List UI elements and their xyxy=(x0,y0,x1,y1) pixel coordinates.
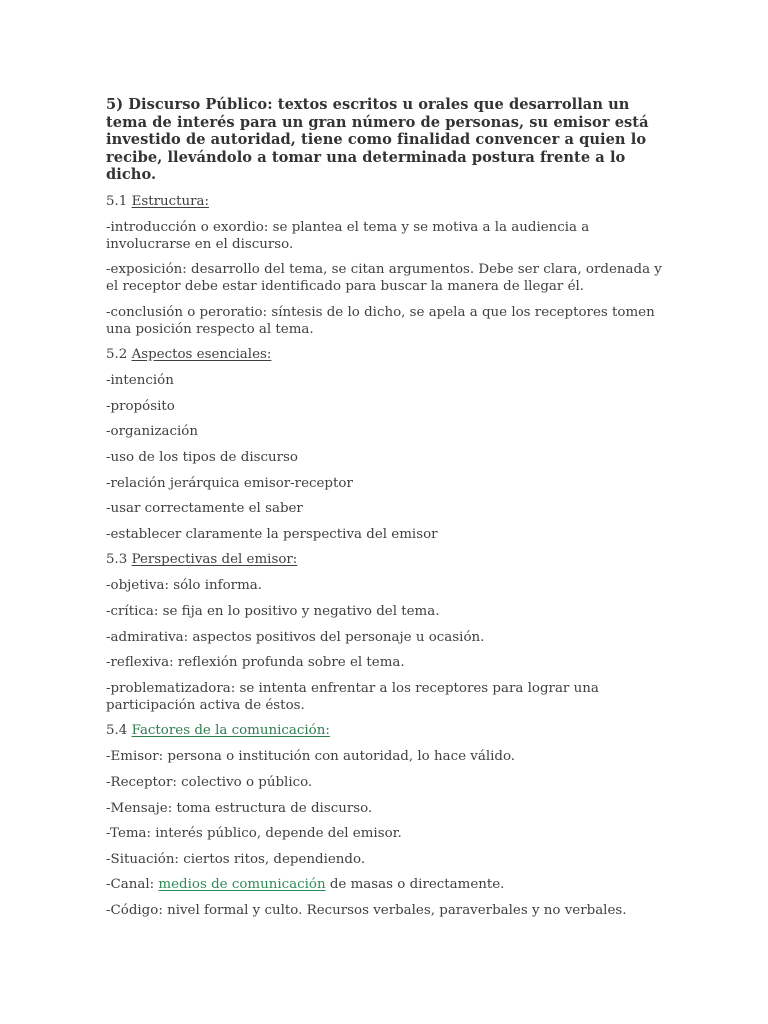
list-item: -Receptor: colectivo o público. xyxy=(106,775,313,790)
canal-prefix: -Canal: xyxy=(106,877,159,893)
section-title-perspectivas xyxy=(106,551,666,568)
list-item: -conclusión o peroratio: síntesis de lo dicho, se apela a que los receptores tomen una posición respecto al tema. xyxy=(106,304,655,337)
list-item: -usar correctamente el saber xyxy=(106,501,303,517)
medios-de-comunicacion-link[interactable]: medios de comunicación xyxy=(158,877,326,893)
section-title-estructura xyxy=(106,193,666,210)
list-item: -admirativa: aspectos positivos del personaje u ocasión. xyxy=(106,629,485,645)
section-title-text: Aspectos esenciales: xyxy=(131,347,272,363)
list-item: -exposición: desarrollo del tema, se citan argumentos. Debe ser clara, ordenada y el receptor debe estar identificado para buscar la manera de llegar él. xyxy=(106,262,662,295)
list-item: -intención xyxy=(106,373,174,389)
list-item: -Mensaje: toma estructura de discurso. xyxy=(106,800,373,816)
list-item: -relación jerárquica emisor-receptor xyxy=(106,475,353,491)
list-item: -Tema: interés público, depende del emisor. xyxy=(106,826,402,842)
section-number: 5.3 xyxy=(106,552,128,568)
list-item: -objetiva: sólo informa. xyxy=(106,578,263,594)
section-heading: 5) Discurso Público: textos escritos u orales que desarrollan un tema de interés para un gran número de personas, su emisor está investido de autoridad, tiene como finalidad convencer a quien lo recibe, llevándolo a tomar una determinada postura frente a lo dicho. xyxy=(106,96,649,183)
list-item: -uso de los tipos de discurso xyxy=(106,450,298,466)
list-item-canal xyxy=(106,876,666,893)
section-title-aspectos xyxy=(106,346,666,363)
list-item: -crítica: se fija en lo positivo y negativo del tema. xyxy=(106,604,440,620)
list-item: -Código: nivel formal y culto. Recursos verbales, paraverbales y no verbales. xyxy=(106,902,627,918)
canal-suffix: de masas o directamente. xyxy=(325,877,505,893)
section-number: 5.2 xyxy=(106,347,128,363)
section-number: 5.1 xyxy=(106,193,128,209)
section-title-text: Estructura: xyxy=(131,193,210,209)
document-page xyxy=(106,96,666,928)
list-item: -organización xyxy=(106,424,198,440)
list-item: -introducción o exordio: se plantea el tema y se motiva a la audiencia a involucrarse en el discurso. xyxy=(106,219,590,252)
list-item: -propósito xyxy=(106,398,175,414)
section-title-text: Factores de la comunicación: xyxy=(131,723,330,739)
list-item: -establecer claramente la perspectiva del emisor xyxy=(106,526,438,542)
list-item: -Emisor: persona o institución con autoridad, lo hace válido. xyxy=(106,749,516,765)
list-item: -reflexiva: reflexión profunda sobre el tema. xyxy=(106,655,405,671)
section-title-factores xyxy=(106,722,666,739)
section-number: 5.4 xyxy=(106,723,128,739)
list-item: -problematizadora: se intenta enfrentar a los receptores para lograr una participación activa de éstos. xyxy=(106,680,599,713)
list-item: -Situación: ciertos ritos, dependiendo. xyxy=(106,851,366,867)
section-title-text: Perspectivas del emisor: xyxy=(131,552,298,568)
